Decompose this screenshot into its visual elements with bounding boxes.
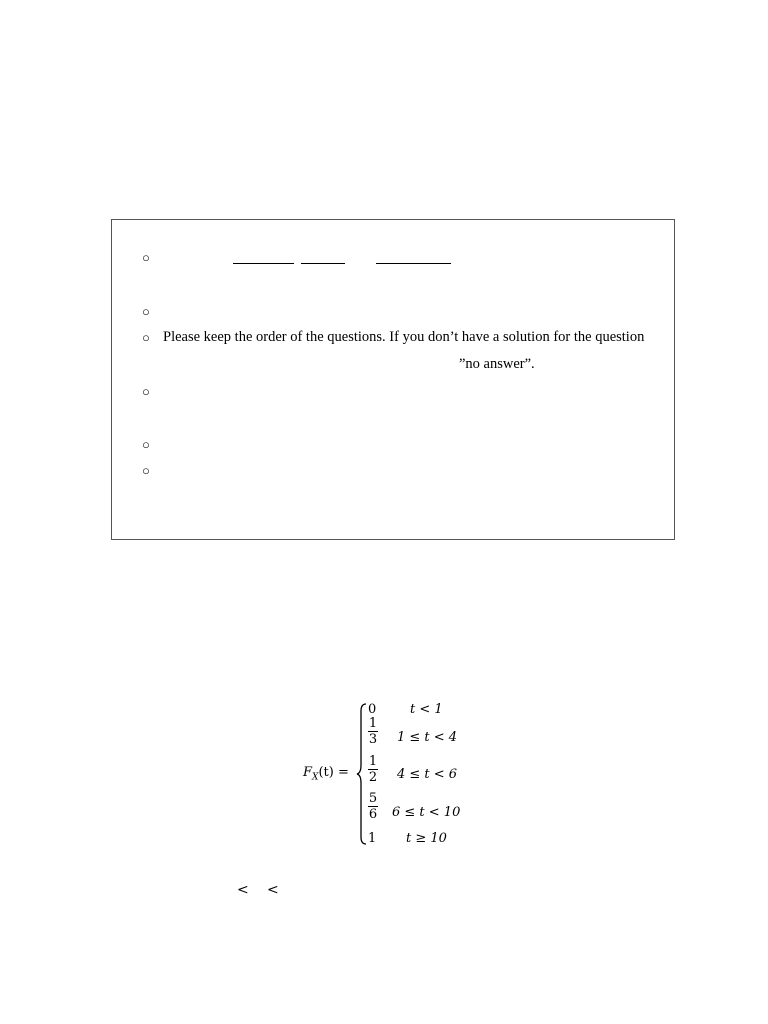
cdf-lhs: $F_X(t)$ = [303,765,349,783]
cdf-piece-3-value: 1 2 [368,754,378,785]
instructions-box [111,219,675,540]
cdf-piece-2-value: 1 3 [368,716,378,747]
blank-line-1 [233,263,294,264]
blank-line-2 [301,263,345,264]
bullet-1: ○ [142,250,150,265]
cdf-piece-1-value: 0 [368,702,377,717]
cdf-piece-4-value: 5 6 [368,791,378,822]
instruction-question-order: Please keep the order of the questions. If you don’t have a solution for the question [163,329,645,345]
instruction-no-answer: ”no answer”. [459,356,535,372]
cdf-piece-5-value: 1 [368,831,377,846]
inequality-lt-2: < [267,882,279,898]
cdf-piece-1-condition: t < 1 [410,702,443,717]
bullet-2: ○ [142,304,150,319]
cdf-piece-2-condition: 1 ≤ t < 4 [397,730,458,745]
bullet-4: ○ [142,384,150,399]
cdf-piece-5-condition: t ≥ 10 [406,831,447,846]
bullet-5: ○ [142,437,150,452]
bullet-3: ○ [142,330,150,345]
cdf-piece-4-condition: 6 ≤ t < 10 [392,805,461,820]
cdf-piece-3-condition: 4 ≤ t < 6 [397,767,458,782]
bullet-6: ○ [142,463,150,478]
inequality-lt-1: < [237,882,249,898]
blank-line-3 [376,263,451,264]
